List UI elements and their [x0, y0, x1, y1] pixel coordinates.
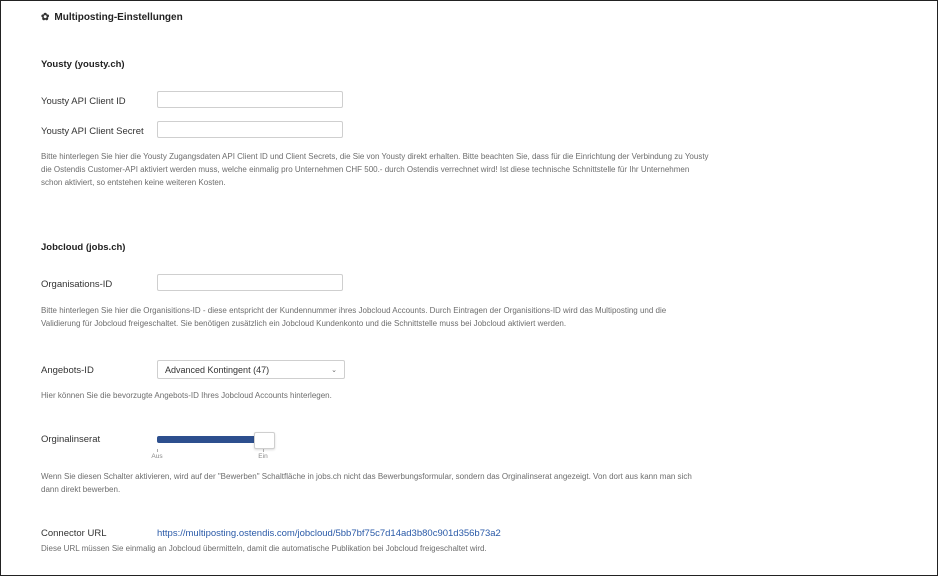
organisation-help-line: Validierung für Jobcloud freigeschaltet. Sie benötigen zusätzlich ein Jobcloud Kundenkonto und die Schnittstelle muss bei Jobcloud aktiviert werden.: [41, 319, 567, 328]
organisation-id-label: Organisations-ID: [41, 279, 113, 290]
page-title: [41, 12, 183, 23]
yousty-help-line: Bitte hinterlegen Sie hier die Yousty Zugangsdaten API Client ID und Client Secrets, die Sie von Yousty direkt erhalten. Bitte beachten Sie, dass für die Einrichtung der Verbindung zu Yousty: [41, 152, 709, 161]
chevron-down-icon: ⌄: [331, 366, 337, 374]
original-ad-label: Orginalinserat: [41, 434, 101, 445]
tick-mark: [263, 449, 264, 452]
yousty-client-secret-label: Yousty API Client Secret: [41, 126, 144, 137]
original-ad-help-text: [41, 470, 801, 496]
toggle-handle[interactable]: [254, 432, 275, 449]
toggle-track[interactable]: [157, 436, 257, 443]
organisation-help-line: Bitte hinterlegen Sie hier die Organisitions-ID - diese entspricht der Kundennummer ihres Jobcloud Accounts. Durch Eintragen der Organisitions-ID wird das Multiposting und die: [41, 306, 667, 315]
offer-id-label: Angebots-ID: [41, 365, 94, 376]
connector-url-link[interactable]: https://multiposting.ostendis.com/jobcloud/5bb7bf75c7d14ad3b80c901d356b73a2: [157, 528, 501, 539]
toggle-off-tick: [147, 449, 167, 460]
organisation-help-text: [41, 304, 801, 330]
offer-id-selected-value: Advanced Kontingent (47): [165, 364, 270, 375]
toggle-off-label: Aus: [151, 453, 163, 460]
organisation-id-input[interactable]: [157, 274, 343, 291]
toggle-on-tick: [253, 449, 273, 460]
yousty-client-secret-input[interactable]: [157, 121, 343, 138]
tick-mark: [157, 449, 158, 452]
jobcloud-heading: Jobcloud (jobs.ch): [41, 242, 126, 253]
yousty-heading: Yousty (yousty.ch): [41, 59, 125, 70]
original-ad-help-line: Wenn Sie diesen Schalter aktivieren, wird auf der "Bewerben" Schaltfläche in jobs.ch nicht das Bewerbungsformular, sondern das Orginalinserat angezeigt. Von dort aus kann man sich: [41, 472, 692, 481]
connector-url-help-text: Diese URL müssen Sie einmalig an Jobcloud übermitteln, damit die automatische Publikation bei Jobcloud freigeschaltet wird.: [41, 544, 487, 553]
original-ad-help-line: dann direkt bewerben.: [41, 485, 121, 494]
page-title-text: Multiposting-Einstellungen: [54, 12, 183, 23]
yousty-client-id-label: Yousty API Client ID: [41, 96, 126, 107]
connector-url-label: Connector URL: [41, 528, 107, 539]
offer-id-select[interactable]: [157, 360, 345, 379]
yousty-client-id-input[interactable]: [157, 91, 343, 108]
yousty-help-line: schon aktiviert, so entstehen keine weiteren Kosten.: [41, 178, 226, 187]
offer-id-help-text: Hier können Sie die bevorzugte Angebots-ID Ihres Jobcloud Accounts hinterlegen.: [41, 391, 332, 400]
gear-icon: ✿: [41, 11, 50, 23]
yousty-help-text: [41, 150, 801, 189]
yousty-help-line: die Ostendis Customer-API aktiviert werden muss, welche einmalig pro Unternehmen CHF 500.- durch Ostendis verrechnet wird! Ist diese technische Schnittstelle für Ihr Unternehmen: [41, 165, 690, 174]
toggle-on-label: Ein: [258, 453, 268, 460]
